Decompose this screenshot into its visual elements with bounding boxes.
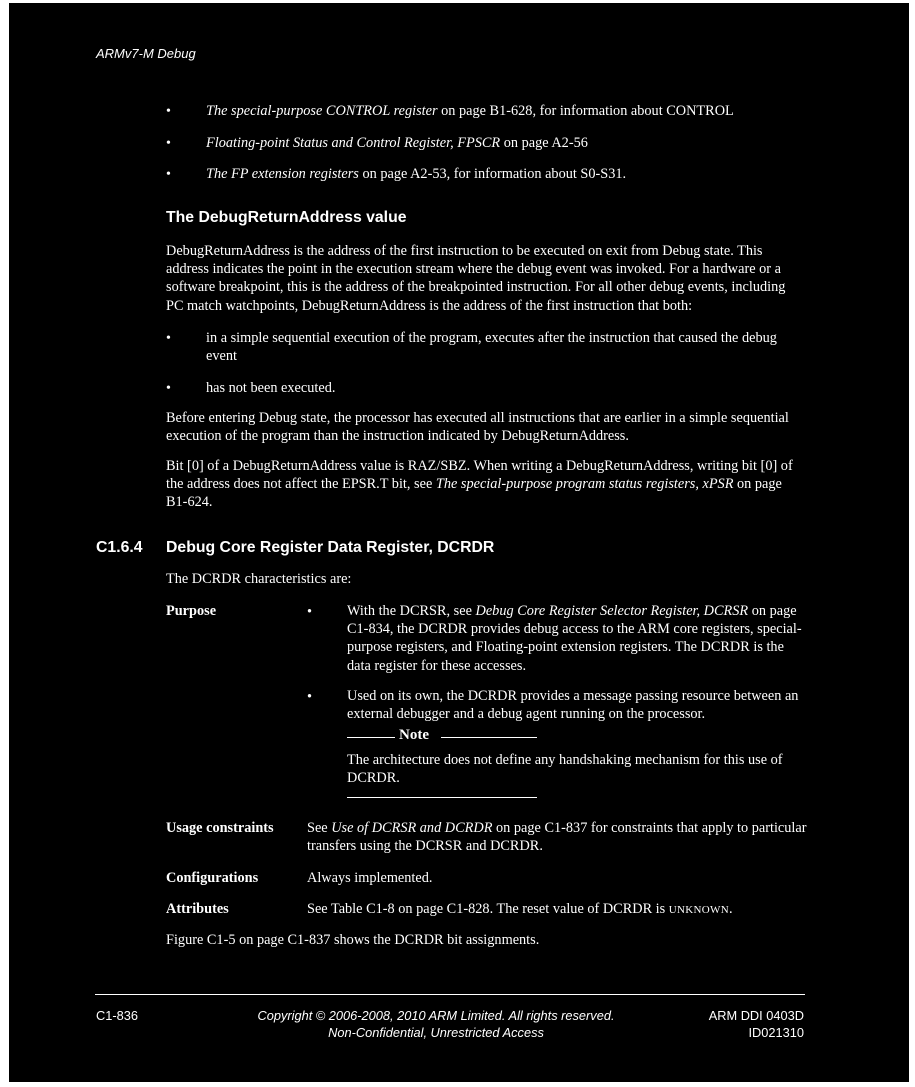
bullet-dot: • [166, 331, 171, 346]
bullet-dot: • [166, 381, 171, 396]
bullet-dot: • [307, 604, 313, 620]
bullet-dot: • [166, 104, 171, 119]
section-number: C1.6.4 [96, 539, 143, 556]
paragraph: Figure C1-5 on page C1-837 shows the DCRDR bit assignments. [166, 932, 540, 948]
bullet-dot: • [166, 136, 171, 151]
term-label-attributes: Attributes [166, 901, 229, 917]
term-label-purpose: Purpose [166, 603, 217, 619]
term-label-configurations: Configurations [166, 870, 259, 886]
list-item: in a simple sequential execution of the program, executes after the instruction that caused the debug event [206, 330, 777, 365]
cross-reference: Use of DCRSR and DCRDR [331, 820, 493, 836]
paragraph: Before entering Debug state, the processor has executed all instructions that are earlier in a simple sequential execution of the program than the instruction indicated by DebugReturnAddress. [166, 410, 789, 445]
cross-reference: Debug Core Register Selector Register, DCRSR [475, 603, 749, 619]
note-rule-left [347, 737, 395, 738]
cross-reference: The FP extension registers [206, 166, 359, 182]
note-rule-right [441, 737, 537, 738]
term-label-usage: Usage constraints [166, 820, 274, 836]
section-heading: The DebugReturnAddress value [166, 209, 407, 226]
section-title: Debug Core Register Data Register, DCRDR [166, 539, 495, 556]
note-text: The architecture does not define any handshaking mechanism for this use of DCRDR. [347, 752, 783, 787]
note-label: Note [399, 727, 429, 743]
list-item: The special-purpose CONTROL register on page B1-628, for information about CONTROL [206, 103, 734, 119]
copyright: Copyright © 2006-2008, 2010 ARM Limited. All rights reserved. Non-Confidential, Unrestricted Access [257, 1008, 615, 1040]
purpose-item: Used on its own, the DCRDR provides a message passing resource between an external debugger and a debug agent running on the processor. [347, 688, 799, 723]
cross-reference: The special-purpose program status registers, xPSR [435, 476, 734, 493]
cross-reference: The special-purpose CONTROL register [206, 103, 438, 119]
cross-reference: Floating-point Status and Control Register, FPSCR [206, 135, 501, 151]
bullet-dot: • [166, 167, 171, 182]
bullet-dot: • [307, 689, 313, 705]
running-header: ARMv7-M Debug [96, 46, 196, 61]
list-item: has not been executed. [206, 380, 336, 396]
configurations-text: Always implemented. [307, 870, 433, 886]
usage-text: See Use of DCRSR and DCRDR on page C1-837 for constraints that apply to particular transfers using the DCRSR and DCRDR. [307, 820, 807, 855]
document-id: ARM DDI 0403D ID021310 [708, 1008, 804, 1040]
list-item: Floating-point Status and Control Register, FPSCR on page A2-56 [206, 135, 588, 151]
paragraph: DebugReturnAddress is the address of the first instruction to be executed on exit from Debug state. This address indicates the point in the execution stream where the debug event was invoked. For a hardware or a software breakpoint, this is the address of the breakpointed instruction. For all other debug events, including PC match watchpoints, DebugReturnAddress is the address of the first instruction that both: [166, 243, 786, 314]
note-rule-bottom [347, 797, 537, 798]
purpose-item: With the DCRSR, see Debug Core Register Selector Register, DCRSR on page C1-834, the DCRDR provides debug access to the ARM core registers, special-purpose registers, and Floating-point extension registers. The DCRDR is the data register for these accesses. [347, 603, 802, 674]
footer-rule [95, 994, 805, 995]
paragraph: The DCRDR characteristics are: [166, 571, 352, 587]
list-item: The FP extension registers on page A2-53, for information about S0-S31. [206, 166, 627, 182]
paragraph: Bit [0] of a DebugReturnAddress value is RAZ/SBZ. When writing a DebugReturnAddress, writing bit [0] of the address does not affect the EPSR.T bit, see The special-purpose program status registers, xPSR on page B1-624. [166, 458, 793, 511]
page-number: C1-836 [96, 1008, 138, 1023]
attributes-text: See Table C1-8 on page C1-828. The reset value of DCRDR is UNKNOWN. [307, 901, 733, 917]
document-page [9, 3, 909, 1082]
